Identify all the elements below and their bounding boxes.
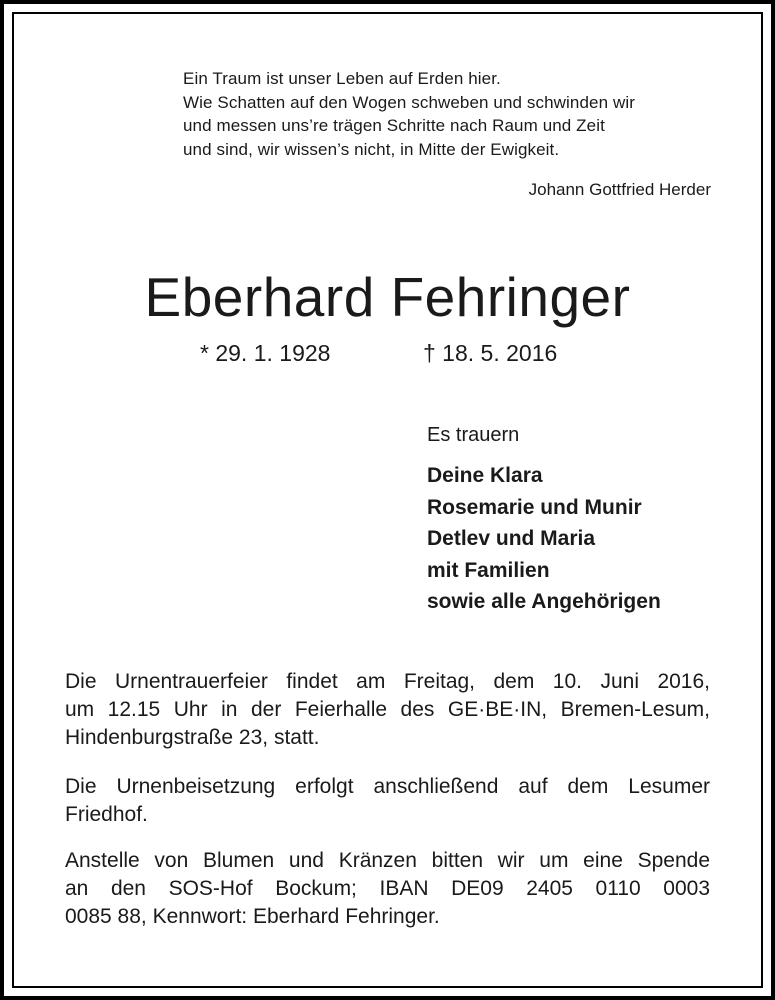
mourner-name: Rosemarie und Munir	[427, 495, 642, 519]
mourner-name: Detlev und Maria	[427, 527, 596, 550]
deceased-name: Eberhard Fehringer	[144, 266, 631, 328]
paragraph-line: 0085 88, Kennwort: Eberhard Fehringer.	[65, 905, 440, 928]
mourners-list	[427, 460, 661, 618]
poem-author: Johann Gottfried Herder	[528, 180, 711, 199]
burial-paragraph	[65, 773, 710, 829]
paragraph-line: Die Urnenbeisetzung erfolgt anschließend auf dem Lesumer	[65, 775, 710, 798]
paragraph-line: Die Urnentrauerfeier findet am Freitag, dem 10. Juni 2016,	[65, 670, 710, 693]
poem-line: Ein Traum ist unser Leben auf Erden hier.	[183, 69, 501, 88]
poem-line: und messen uns’re trägen Schritte nach Raum und Zeit	[183, 116, 605, 135]
paragraph-line: um 12.15 Uhr in der Feierhalle des GE·BE·IN, Bremen-Lesum,	[65, 698, 710, 721]
paragraph-line: Friedhof.	[65, 803, 148, 826]
mourner-name: sowie alle Angehörigen	[427, 590, 661, 613]
birth-date: * 29. 1. 1928	[200, 340, 331, 366]
poem-line: Wie Schatten auf den Wogen schweben und schwinden wir	[183, 92, 635, 112]
death-date: † 18. 5. 2016	[423, 340, 558, 366]
paragraph-line: Anstelle von Blumen und Kränzen bitten wir um eine Spende	[65, 849, 710, 872]
mourner-name: mit Familien	[427, 558, 550, 582]
mourners-label: Es trauern	[427, 424, 520, 446]
mourner-name: Deine Klara	[427, 464, 543, 487]
ceremony-paragraph	[65, 668, 710, 752]
paragraph-line: an den SOS-Hof Bockum; IBAN DE09 2405 0110 0003	[65, 877, 710, 900]
paragraph-line: Hindenburgstraße 23, statt.	[65, 726, 320, 749]
poem-quote	[183, 67, 713, 161]
poem-line: und sind, wir wissen’s nicht, in Mitte der Ewigkeit.	[183, 139, 560, 159]
donation-paragraph	[65, 847, 710, 931]
